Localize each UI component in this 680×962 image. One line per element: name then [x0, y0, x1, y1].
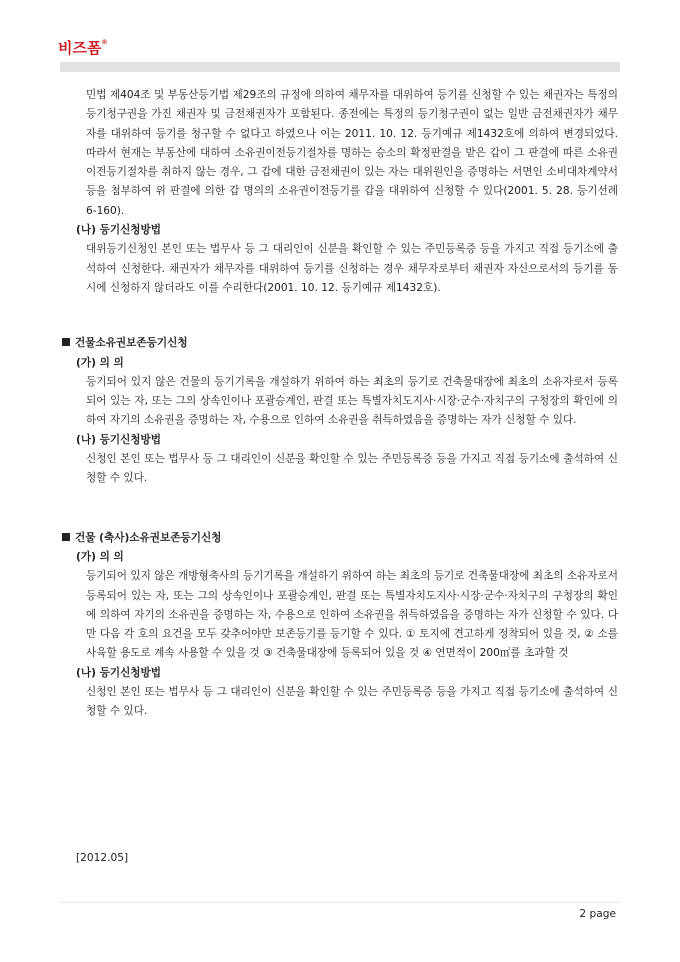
- livestock-method-heading: (나) 등기신청방법: [76, 666, 162, 679]
- square-bullet-icon: [62, 533, 70, 541]
- building-meaning-heading: (가) 의 의: [76, 356, 124, 369]
- document-date: [2012.05]: [76, 852, 129, 864]
- livestock-method-text: 신청인 본인 또는 법무사 등 그 대리인이 신분을 확인할 수 있는 주민등록증 등을 가지고 직접 등기소에 출석하여 신청할 수 있다.: [86, 686, 618, 718]
- footer-divider: [60, 902, 620, 903]
- livestock-section-heading: [62, 529, 618, 548]
- square-bullet-icon: [62, 338, 70, 346]
- header-bar: [60, 62, 620, 72]
- building-section-title: 건물소유권보존등기신청: [75, 337, 188, 350]
- building-method-text: 신청인 본인 또는 법무사 등 그 대리인이 신분을 확인할 수 있는 주민등록증 등을 가지고 직접 등기소에 출석하여 신청할 수 있다.: [86, 453, 618, 485]
- building-method-heading: (나) 등기신청방법: [76, 433, 162, 446]
- intro-method-text: 대위등기신청인 본인 또는 법무사 등 그 대리인이 신분을 확인할 수 있는 주민등록증 등을 가지고 직접 등기소에 출석하여 신청한다. 채권자가 채무자를 대위하여 등기를 신청하는 경우 채무자로부터 채권자 자신으로서의 등기를 동시에 신청하지 않더라도 이를 수리한다(2001. 10. 12. 등기예규 제1432호).: [86, 243, 618, 294]
- livestock-section-title: 건물 (축사)소유권보존등기신청: [75, 531, 222, 544]
- page-number: 2 page: [579, 908, 616, 920]
- registered-mark: ®: [101, 39, 108, 46]
- building-section-heading: [62, 334, 618, 353]
- livestock-meaning-text: 등기되어 있지 않은 개방형축사의 등기기록을 개설하기 위하여 하는 최초의 등기로 건축물대장에 최초의 소유자로서 등록되어 있는 자, 또는 그의 상속인이나 포괄승계인, 판결 또는 특별자치도지사·시장·군수·자치구의 구청장의 확인에 의하여 자기의 소유권을 증명하는 자, 수용으로 인하여 소유권을 취득하였음을 증명하는 자가 신청할 수 있다. 다만 다음 각 호의 요건을 모두 갖추어야만 보존등기를 등기할 수 있다. ① 토지에 견고하게 정착되어 있을 것, ② 소를 사육할 용도로 계속 사용할 수 있을 것 ③ 건축물대장에 등록되어 있을 것 ④ 연면적이 200㎡를 초과할 것: [86, 570, 618, 660]
- intro-method-heading: (나) 등기신청방법: [76, 224, 162, 237]
- building-meaning-text: 등기되어 있지 않은 건물의 등기기록을 개설하기 위하여 하는 최초의 등기로 건축물대장에 최초의 소유자로서 등록되어 있는 자, 또는 그의 상속인이나 포괄승계인, 판결 또는 특별자치도지사·시장·군수·자치구의 구청장의 확인에 의하여 자기의 소유권을 증명하는 자, 수용으로 인하여 소유권을 취득하였음을 증명하는 자가 신청할 수 있다.: [86, 375, 618, 427]
- logo-text: 비즈폼: [58, 39, 102, 57]
- livestock-meaning-heading: (가) 의 의: [76, 550, 124, 563]
- bizform-logo: [58, 37, 107, 58]
- intro-paragraph: 민법 제404조 및 부동산등기법 제29조의 규정에 의하여 채무자를 대위하여 등기를 신청할 수 있는 채권자는 특정의 등기청구권을 가진 채권자 및 금전채권자가 포함된다. 종전에는 특정의 등기청구권이 없는 일반 금전채권자가 채무자를 대위하여 등기를 청구할 수 없다고 하였으나 이는 2011. 10. 12. 등기예규 제1432호에 의하여 변경되었다. 따라서 현재는 부동산에 대하여 소유권이전등기절차를 명하는 승소의 확정판결을 받은 갑이 그 판결에 따른 소유권이전등기절차를 취하지 않는 경우, 그 갑에 대한 금전채권이 있는 자는 대위원인을 증명하는 서면인 소비대차계약서 등을 첨부하여 위 판결에 의한 갑 명의의 소유권이전등기를 갑을 대위하여 신청할 수 있다(2001. 5. 28. 등기선례 6-160).: [86, 89, 618, 217]
- document-body: [62, 86, 618, 722]
